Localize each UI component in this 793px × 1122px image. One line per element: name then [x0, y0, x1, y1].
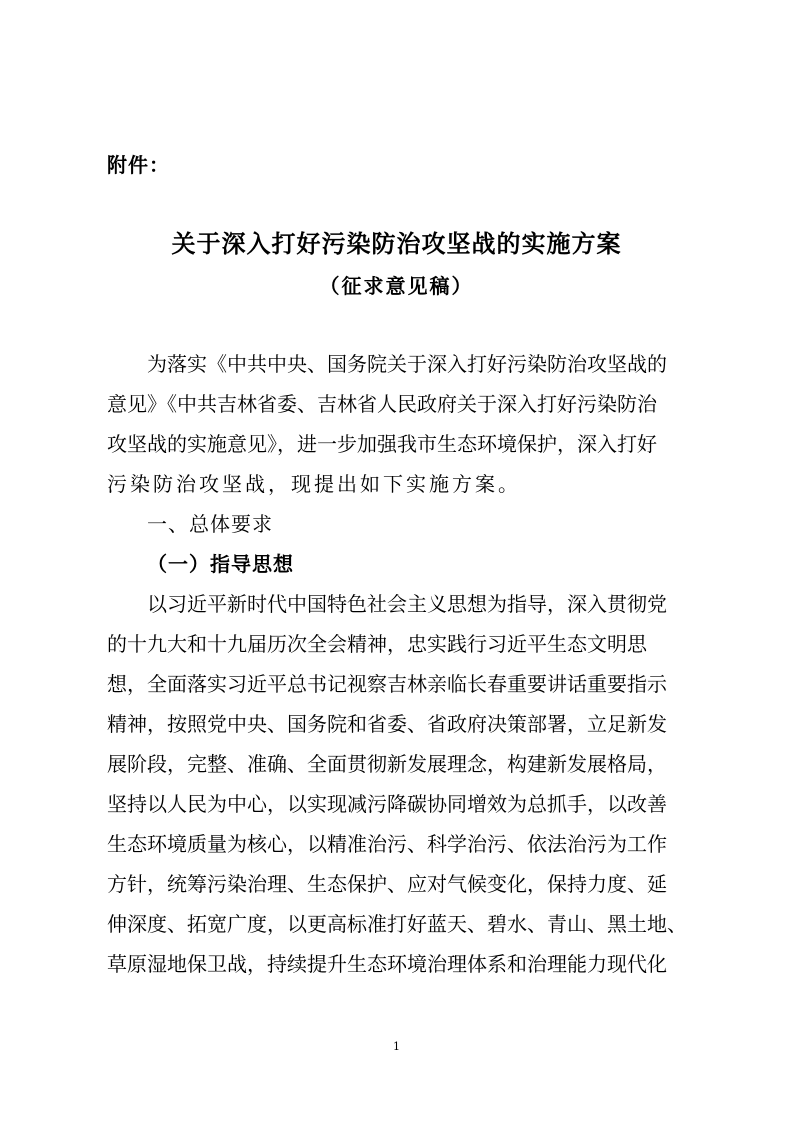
guiding-line: 以习近平新时代中国特色社会主义思想为指导，深入贯彻党 [147, 592, 667, 616]
guiding-line: 生态环境质量为核心，以精准治污、科学治污、依法治污为工作 [107, 832, 667, 856]
guiding-line: 方针，统筹污染治理、生态保护、应对气候变化，保持力度、延 [107, 872, 667, 896]
guiding-line: 的十九大和十九届历次全会精神，忠实践行习近平生态文明思 [107, 632, 647, 656]
page-number: 1 [393, 1040, 400, 1053]
document-subtitle: （征求意见稿） [319, 274, 474, 298]
guiding-line: 坚持以人民为中心，以实现减污降碳协同增效为总抓手，以改善 [107, 792, 667, 816]
section-heading: 一、总体要求 [147, 512, 273, 536]
guiding-line: 伸深度、拓宽广度，以更高标准打好蓝天、碧水、青山、黑土地、 [107, 912, 687, 936]
intro-line: 意见》《中共吉林省委、吉林省人民政府关于深入打好污染防治 [107, 392, 657, 416]
document-title: 关于深入打好污染防治攻坚战的实施方案 [171, 230, 622, 258]
intro-line: 为落实《中共中央、国务院关于深入打好污染防治攻坚战的 [147, 352, 667, 376]
intro-line: 污染防治攻坚战，现提出如下实施方案。 [107, 472, 521, 496]
guiding-line: 精神，按照党中央、国务院和省委、省政府决策部署，立足新发 [107, 712, 667, 736]
guiding-line: 想，全面落实习近平总书记视察吉林亲临长春重要讲话重要指示 [107, 672, 667, 696]
guiding-line: 展阶段，完整、准确、全面贯彻新发展理念，构建新发展格局， [107, 752, 667, 776]
attachment-label: 附件： [107, 153, 170, 177]
intro-line: 攻坚战的实施意见》，进一步加强我市生态环境保护，深入打好 [107, 432, 657, 456]
subsection-heading: （一）指导思想 [147, 552, 294, 576]
guiding-line: 草原湿地保卫战，持续提升生态环境治理体系和治理能力现代化 [107, 952, 667, 976]
